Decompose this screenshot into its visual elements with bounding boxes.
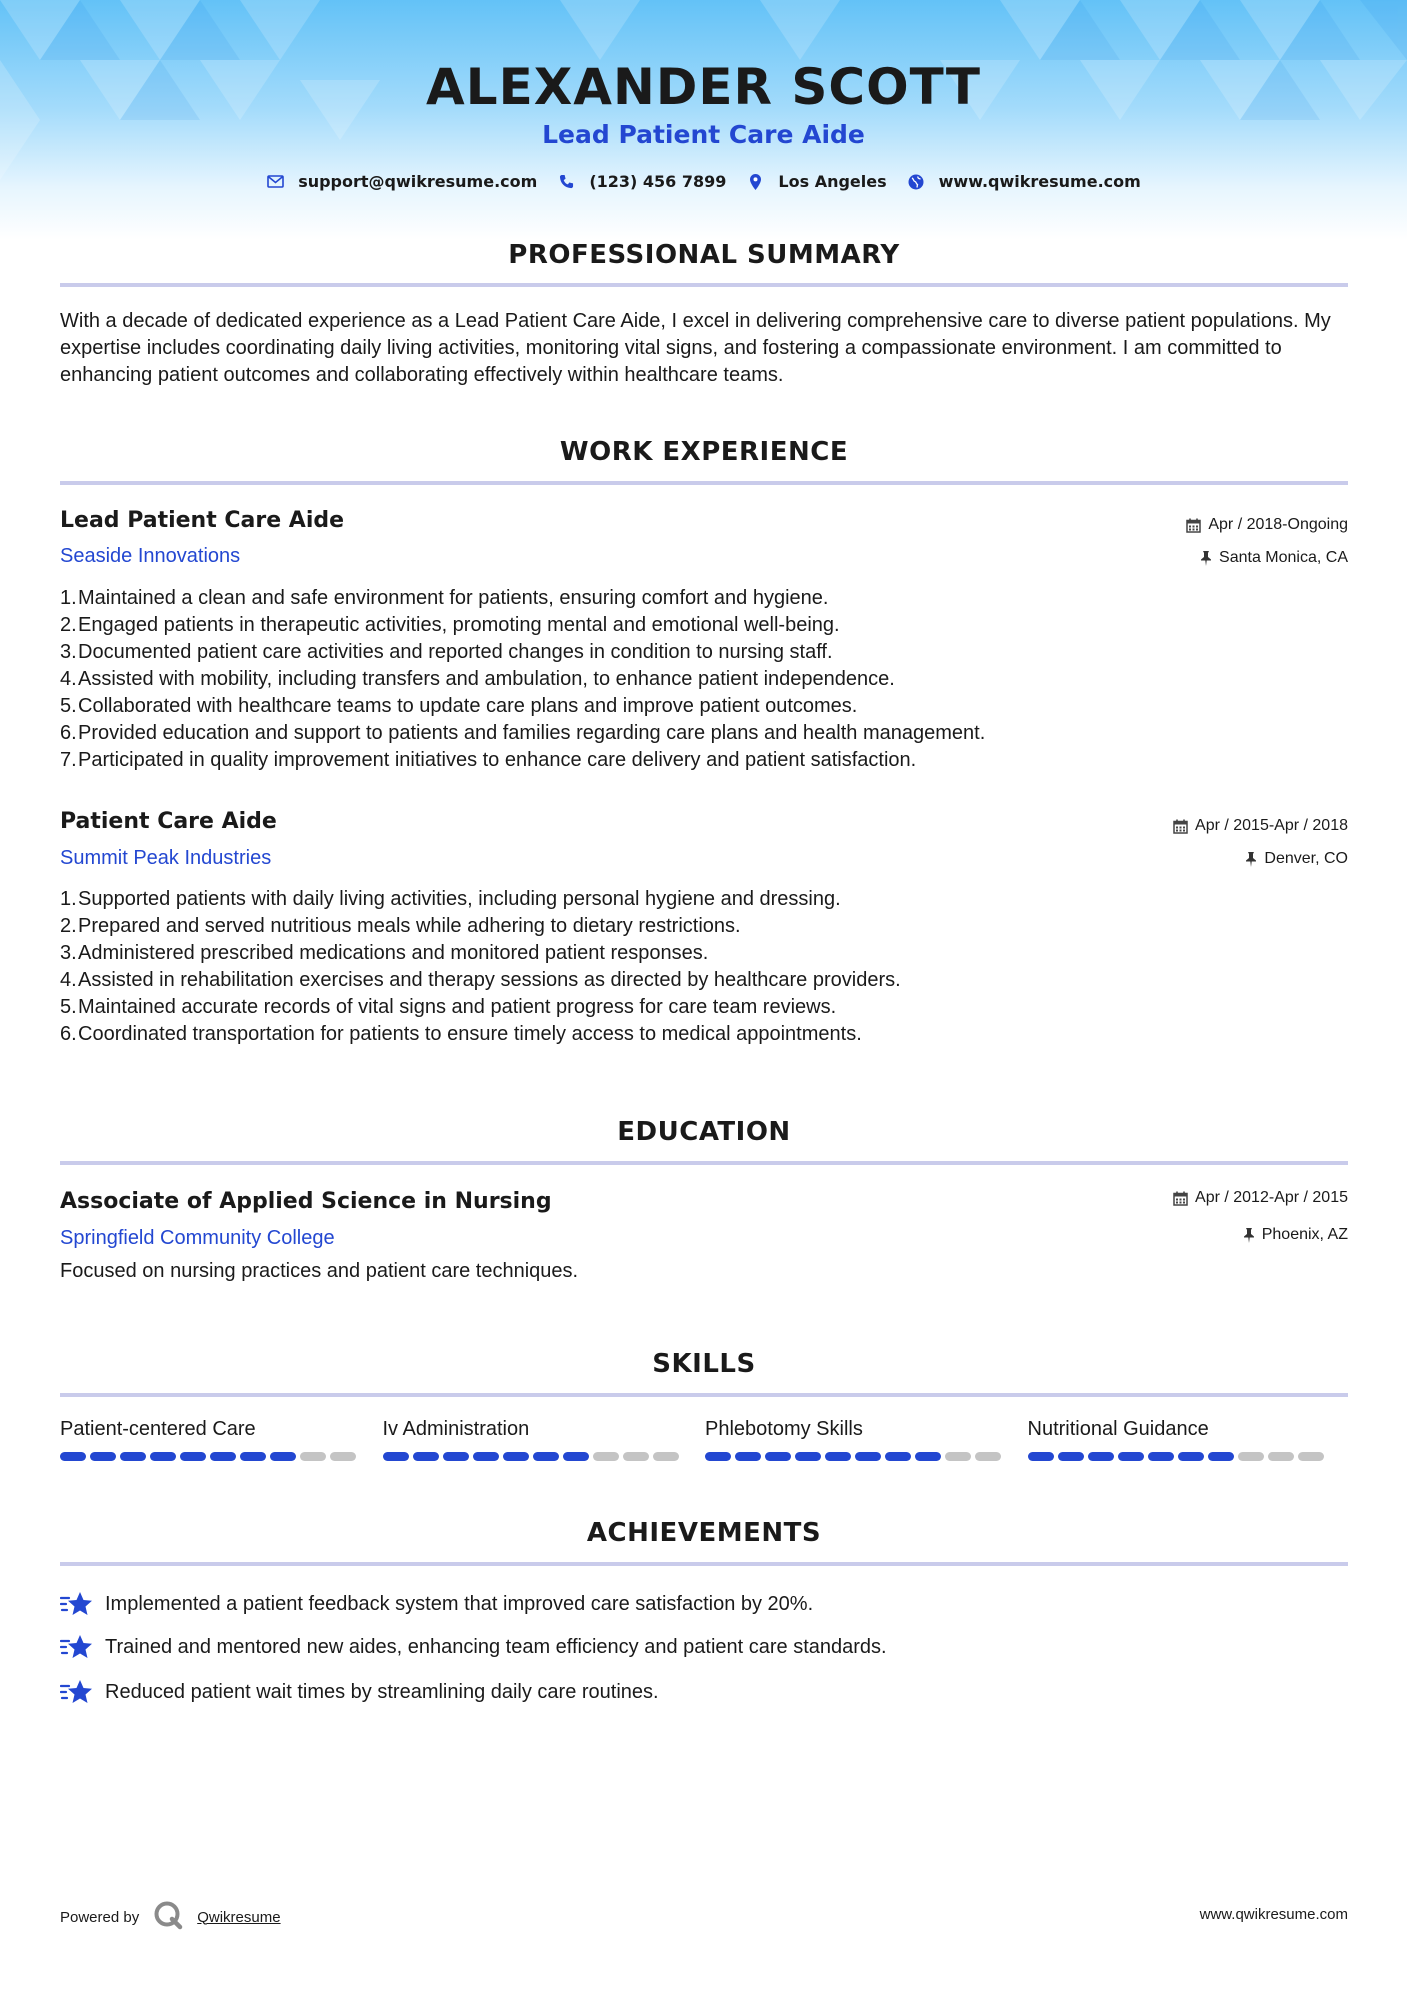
skill-dot-filled <box>1058 1452 1084 1461</box>
job-dates <box>1186 516 1348 534</box>
skill-dot-filled <box>503 1452 529 1461</box>
skill-dot-filled <box>270 1452 296 1461</box>
skill-dot-filled <box>1208 1452 1234 1461</box>
list-item: 7. Participated in quality improvement initiatives to enhance care delivery and patient satisfaction. <box>60 749 917 771</box>
job-dates-text: Apr / 2018-Ongoing <box>1208 516 1348 533</box>
achievement-item <box>60 1589 813 1619</box>
skill-dot-filled <box>705 1452 731 1461</box>
company-name: Seaside Innovations <box>60 545 241 567</box>
email-text: support@qwikresume.com <box>298 172 538 191</box>
skill-dot-filled <box>855 1452 881 1461</box>
job-duties-list <box>60 886 1350 1048</box>
brand-link[interactable]: Qwikresume <box>197 1908 281 1926</box>
skill-dot-filled <box>533 1452 559 1461</box>
contact-location <box>746 172 886 191</box>
website-text: www.qwikresume.com <box>938 172 1141 191</box>
candidate-name: ALEXANDER SCOTT <box>426 58 981 116</box>
skill-item <box>383 1418 706 1461</box>
skill-dot-filled <box>150 1452 176 1461</box>
skills-divider <box>60 1393 1348 1397</box>
education-divider <box>60 1161 1348 1165</box>
skill-dot-filled <box>825 1452 851 1461</box>
contact-website[interactable] <box>907 172 1141 191</box>
experience-divider <box>60 481 1348 485</box>
achievement-text: Trained and mentored new aides, enhancing team efficiency and patient care standards. <box>105 1635 887 1658</box>
degree-title: Associate of Applied Science in Nursing <box>60 1189 552 1214</box>
skill-dot-filled <box>413 1452 439 1461</box>
skill-dot-empty <box>975 1452 1001 1461</box>
skill-dot-empty <box>593 1452 619 1461</box>
skill-dot-filled <box>915 1452 941 1461</box>
skill-dot-filled <box>1148 1452 1174 1461</box>
skill-dot-filled <box>795 1452 821 1461</box>
envelope-icon <box>266 173 284 191</box>
achievements-divider <box>60 1562 1348 1566</box>
list-item: 3. Administered prescribed medications and monitored patient responses. <box>60 942 709 964</box>
skill-dot-filled <box>180 1452 206 1461</box>
job-location-text: Denver, CO <box>1264 850 1348 867</box>
globe-icon <box>907 173 925 191</box>
skill-dot-filled <box>563 1452 589 1461</box>
education-heading: EDUCATION <box>617 1117 791 1147</box>
job-title: Lead Patient Care Aide <box>60 508 345 533</box>
calendar-icon <box>1186 518 1201 533</box>
list-item: 2. Prepared and served nutritious meals while adhering to dietary restrictions. <box>60 915 741 937</box>
list-item: 5. Maintained accurate records of vital signs and patient progress for care team reviews. <box>60 996 837 1018</box>
skill-name: Iv Administration <box>382 1418 530 1440</box>
education-location <box>1243 1226 1348 1244</box>
list-item: 4. Assisted in rehabilitation exercises and therapy sessions as directed by healthcare providers. <box>60 969 901 991</box>
star-icon <box>60 1632 93 1662</box>
skills-heading: SKILLS <box>652 1349 756 1379</box>
skill-dot-filled <box>443 1452 469 1461</box>
job-dates-text: Apr / 2015-Apr / 2018 <box>1195 817 1348 834</box>
list-item: 6. Coordinated transportation for patients to ensure timely access to medical appointments. <box>60 1023 862 1045</box>
skill-dot-empty <box>623 1452 649 1461</box>
skill-dot-filled <box>120 1452 146 1461</box>
skill-dot-filled <box>210 1452 236 1461</box>
pin-icon <box>1245 852 1257 867</box>
qwikresume-logo <box>153 1900 183 1934</box>
list-item: 1. Maintained a clean and safe environment for patients, ensuring comfort and hygiene. <box>60 587 829 609</box>
skill-dot-empty <box>1238 1452 1264 1461</box>
skill-dot-empty <box>1268 1452 1294 1461</box>
skill-dot-filled <box>1028 1452 1054 1461</box>
skill-dot-empty <box>330 1452 356 1461</box>
experience-heading: WORK EXPERIENCE <box>559 437 849 467</box>
calendar-icon <box>1173 1191 1188 1206</box>
education-dates <box>1173 1189 1348 1207</box>
list-item: 4. Assisted with mobility, including transfers and ambulation, to enhance patient independence. <box>60 668 895 690</box>
job-location <box>1200 549 1348 567</box>
contact-phone[interactable] <box>557 172 726 191</box>
contact-email[interactable] <box>266 172 537 191</box>
pin-icon <box>1200 551 1212 566</box>
job-duties-list <box>60 585 1350 774</box>
skill-dot-filled <box>90 1452 116 1461</box>
skill-dot-filled <box>240 1452 266 1461</box>
job-title: Patient Care Aide <box>60 809 277 834</box>
map-marker-icon <box>746 173 764 191</box>
skill-dot-filled <box>1178 1452 1204 1461</box>
skill-dot-empty <box>300 1452 326 1461</box>
location-text: Los Angeles <box>778 172 887 191</box>
skill-dot-filled <box>885 1452 911 1461</box>
summary-divider <box>60 283 1348 287</box>
skill-item <box>705 1418 1028 1461</box>
job-location-text: Santa Monica, CA <box>1219 549 1348 566</box>
skill-dot-empty <box>945 1452 971 1461</box>
skill-item <box>60 1418 383 1461</box>
achievement-text: Reduced patient wait times by streamlining daily care routines. <box>105 1680 659 1703</box>
education-dates-text: Apr / 2012-Apr / 2015 <box>1195 1189 1348 1206</box>
skill-dot-filled <box>765 1452 791 1461</box>
skill-dot-filled <box>735 1452 761 1461</box>
skill-rating <box>1028 1452 1351 1461</box>
star-icon <box>60 1589 93 1619</box>
education-location-text: Phoenix, AZ <box>1261 1226 1348 1243</box>
star-icon <box>60 1677 93 1707</box>
summary-heading: PROFESSIONAL SUMMARY <box>508 240 900 270</box>
skill-dot-empty <box>1298 1452 1324 1461</box>
footer-powered-by <box>60 1900 281 1934</box>
skill-dot-filled <box>473 1452 499 1461</box>
skills-grid <box>60 1418 1350 1461</box>
powered-by-label: Powered by <box>60 1908 140 1926</box>
phone-text: (123) 456 7899 <box>589 172 727 191</box>
skill-dot-filled <box>1118 1452 1144 1461</box>
pin-icon <box>1243 1228 1255 1243</box>
achievement-text: Implemented a patient feedback system that improved care satisfaction by 20%. <box>105 1592 814 1615</box>
skill-dot-filled <box>383 1452 409 1461</box>
skill-rating <box>60 1452 383 1461</box>
contact-bar <box>0 172 1407 191</box>
skill-name: Nutritional Guidance <box>1027 1418 1209 1440</box>
achievement-item <box>60 1632 887 1662</box>
list-item: 3. Documented patient care activities and reported changes in condition to nursing staff. <box>60 641 833 663</box>
school-name: Springfield Community College <box>60 1227 335 1249</box>
list-item: 2. Engaged patients in therapeutic activities, promoting mental and emotional well-being. <box>60 614 840 636</box>
education-description: Focused on nursing practices and patient care techniques. <box>60 1260 579 1282</box>
list-item: 6. Provided education and support to patients and families regarding care plans and health management. <box>60 722 986 744</box>
skill-item <box>1028 1418 1351 1461</box>
achievement-item <box>60 1677 659 1707</box>
company-name: Summit Peak Industries <box>60 847 272 869</box>
job-location <box>1245 850 1348 868</box>
skill-rating <box>383 1452 706 1461</box>
skill-rating <box>705 1452 1028 1461</box>
list-item: 1. Supported patients with daily living activities, including personal hygiene and dressing. <box>60 888 841 910</box>
candidate-role: Lead Patient Care Aide <box>542 120 865 149</box>
summary-text: With a decade of dedicated experience as a Lead Patient Care Aide, I excel in delivering comprehensive care to diverse patient populations. My expertise includes coordinating daily living activities, monitoring vital signs, and fostering a compassionate environment. I am committed to enhancing patient outcomes and collaborating effectively within healthcare teams. <box>60 310 1331 386</box>
skill-dot-empty <box>653 1452 679 1461</box>
skill-name: Patient-centered Care <box>60 1418 256 1440</box>
phone-icon <box>557 173 575 191</box>
calendar-icon <box>1173 819 1188 834</box>
footer-website[interactable]: www.qwikresume.com <box>1199 1906 1348 1923</box>
job-dates <box>1173 817 1348 835</box>
skill-name: Phlebotomy Skills <box>705 1418 863 1440</box>
skill-dot-filled <box>60 1452 86 1461</box>
list-item: 5. Collaborated with healthcare teams to update care plans and improve patient outcomes. <box>60 695 858 717</box>
skill-dot-filled <box>1088 1452 1114 1461</box>
achievements-heading: ACHIEVEMENTS <box>586 1518 822 1548</box>
